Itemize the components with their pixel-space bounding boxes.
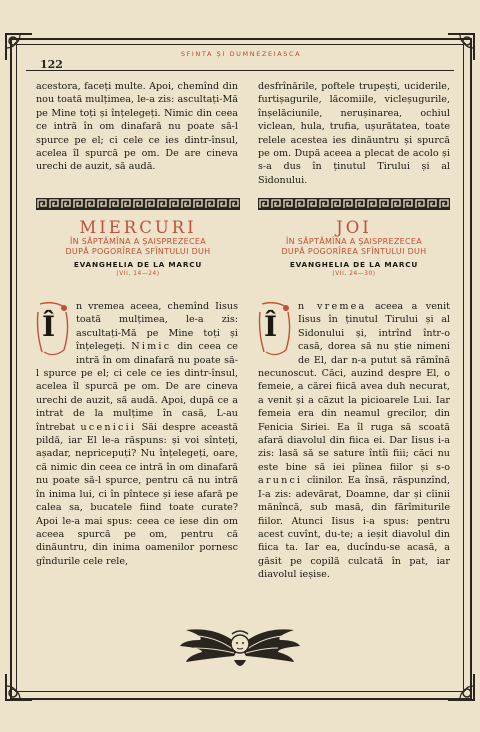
paragraph: acestora, faceți multe. Apoi, chemînd din nou toată mulțimea, le-a zis: ascultați-Mă pe Mine toți și înțelegeți. Nimic din ceea ce intră în om dinafară nu poate să-l spurce pe el; ci cele ce ies dintr-însul, acelea îl spurcă pe om. De are cineva urechi de auzit, să audă. [36, 81, 238, 173]
left-column-continuation [36, 80, 238, 174]
initial-ornament-icon [258, 302, 292, 358]
corner-ornament-icon [446, 32, 476, 62]
feast-subtitle: ÎN SĂPTĂMÎNA A ȘAISPREZECEA [69, 237, 207, 246]
feast-subtitle: ÎN SĂPTĂMÎNA A ȘAISPREZECEA [285, 237, 423, 246]
wednesday-heading [36, 218, 240, 277]
winged-cherub-icon [178, 620, 302, 676]
scripture-reference: (VII, 14—24) [116, 271, 160, 277]
paragraph-middle: din ceea ce intră în om dinafară nu poate să-l spurce pe el; ci cele ce ies dintr-însul, acelea îl spurcă pe om. De are cineva urechi de auzit, să audă. Apoi, după ce a intrat de la mulțime în casă, L-au întrebat [36, 341, 238, 433]
thursday-heading [258, 218, 450, 277]
paragraph-end: cîinilor. Ea însă, răspunzînd, I-a zis: adevărat, Doamne, dar și cîinii mănîncă, sub masă, din fărîmiturile fiilor. Atunci Iisus i-a spus: pentru acest cuvînt, du-te; a ieșit diavolul din fiica ta. Iar ea, ducîndu-se acasă, a găsit pe copilă culcată în pat, iar diavolul ieșise. [258, 475, 450, 581]
gospel-title: EVANGHELIA DE LA MARCU [289, 260, 419, 269]
paragraph-end: Săi despre această pildă, iar El le-a răspuns: și voi sînteți, așadar, nepricepuți? Nu înțelegeți, oare, că nimic din ceea ce intră în om dinafară nu poate să-l spurce, pentru că nu intră în inima lui, ci în pîntece și iese afară pe calea sa, bucatele fiind toate curate? Apoi le-a mai spus: ceea ce iese din om aceea spurcă pe om, pentru că dinăuntru, din inima oamenilor pornesc gîndurile cele rele, [36, 421, 238, 567]
emphasized-word: ucenicii [80, 421, 137, 433]
feast-title: JOI [336, 218, 372, 237]
running-title: SFINTA ȘI DUMNEZEIASCA [180, 50, 302, 58]
feast-subtitle: DUPĂ POGORÎREA SFÎNTULUI DUH [281, 247, 427, 256]
header-rule [26, 70, 454, 71]
initial-ornament-icon [36, 302, 70, 358]
emphasized-word: Nimic [131, 341, 172, 353]
right-column-continuation [258, 80, 450, 187]
feast-title: MIERCURI [79, 218, 197, 237]
wednesday-gospel-text [36, 300, 238, 568]
thursday-gospel-text [258, 300, 450, 582]
paragraph-start: n vremea aceea, chemînd Iisus toată mulțimea, le-a zis: ascultați-Mă pe Mine toți și înțelegeți. [76, 301, 238, 353]
meander-divider-icon [36, 198, 240, 210]
paragraph: desfrînările, poftele trupești, uciderile, furtișagurile, lăcomiile, vicleșugurile, înșelăciunile, nerușinarea, ochiul viclean, hula, trufia, ușurătatea, toate relele acestea ies dinăuntru și spurcă pe om. După aceea a plecat de acolo și s-a dus în ținutul Tirului și al Sidonului. [258, 81, 450, 186]
emphasized-word: arunci [258, 475, 303, 487]
drop-cap: Î [42, 310, 56, 343]
feast-subtitle: DUPĂ POGORÎREA SFÎNTULUI DUH [65, 247, 211, 256]
paragraph-start: aceea a venit Iisus în ținutul Tirului și al Sidonului și, intrînd într-o casă, dorea să nu știe nimeni de El, dar n-a putut să rămînă necunoscut. Căci, auzind despre El, o femeie, a cărei fiică avea duh necurat, a venit și a căzut la picioarele Lui. Iar femeia era din neamul grecilor, din Fenicia Siriei. Ea îl ruga să scoată afară diavolul din fiica ei. Dar Iisus i-a zis: lasă să se sature întîi fiii; căci nu este bine să iei pîinea fiilor și s-o [258, 301, 450, 473]
emphasized-word: n vremea [298, 301, 367, 312]
page-number: 122 [40, 58, 63, 71]
drop-cap: Î [264, 310, 278, 343]
corner-ornament-icon [446, 672, 476, 702]
gospel-title: EVANGHELIA DE LA MARCU [73, 260, 203, 269]
meander-divider-icon [258, 198, 450, 210]
corner-ornament-icon [4, 672, 34, 702]
corner-ornament-icon [4, 32, 34, 62]
scripture-reference: (VII, 24—30) [332, 271, 376, 277]
